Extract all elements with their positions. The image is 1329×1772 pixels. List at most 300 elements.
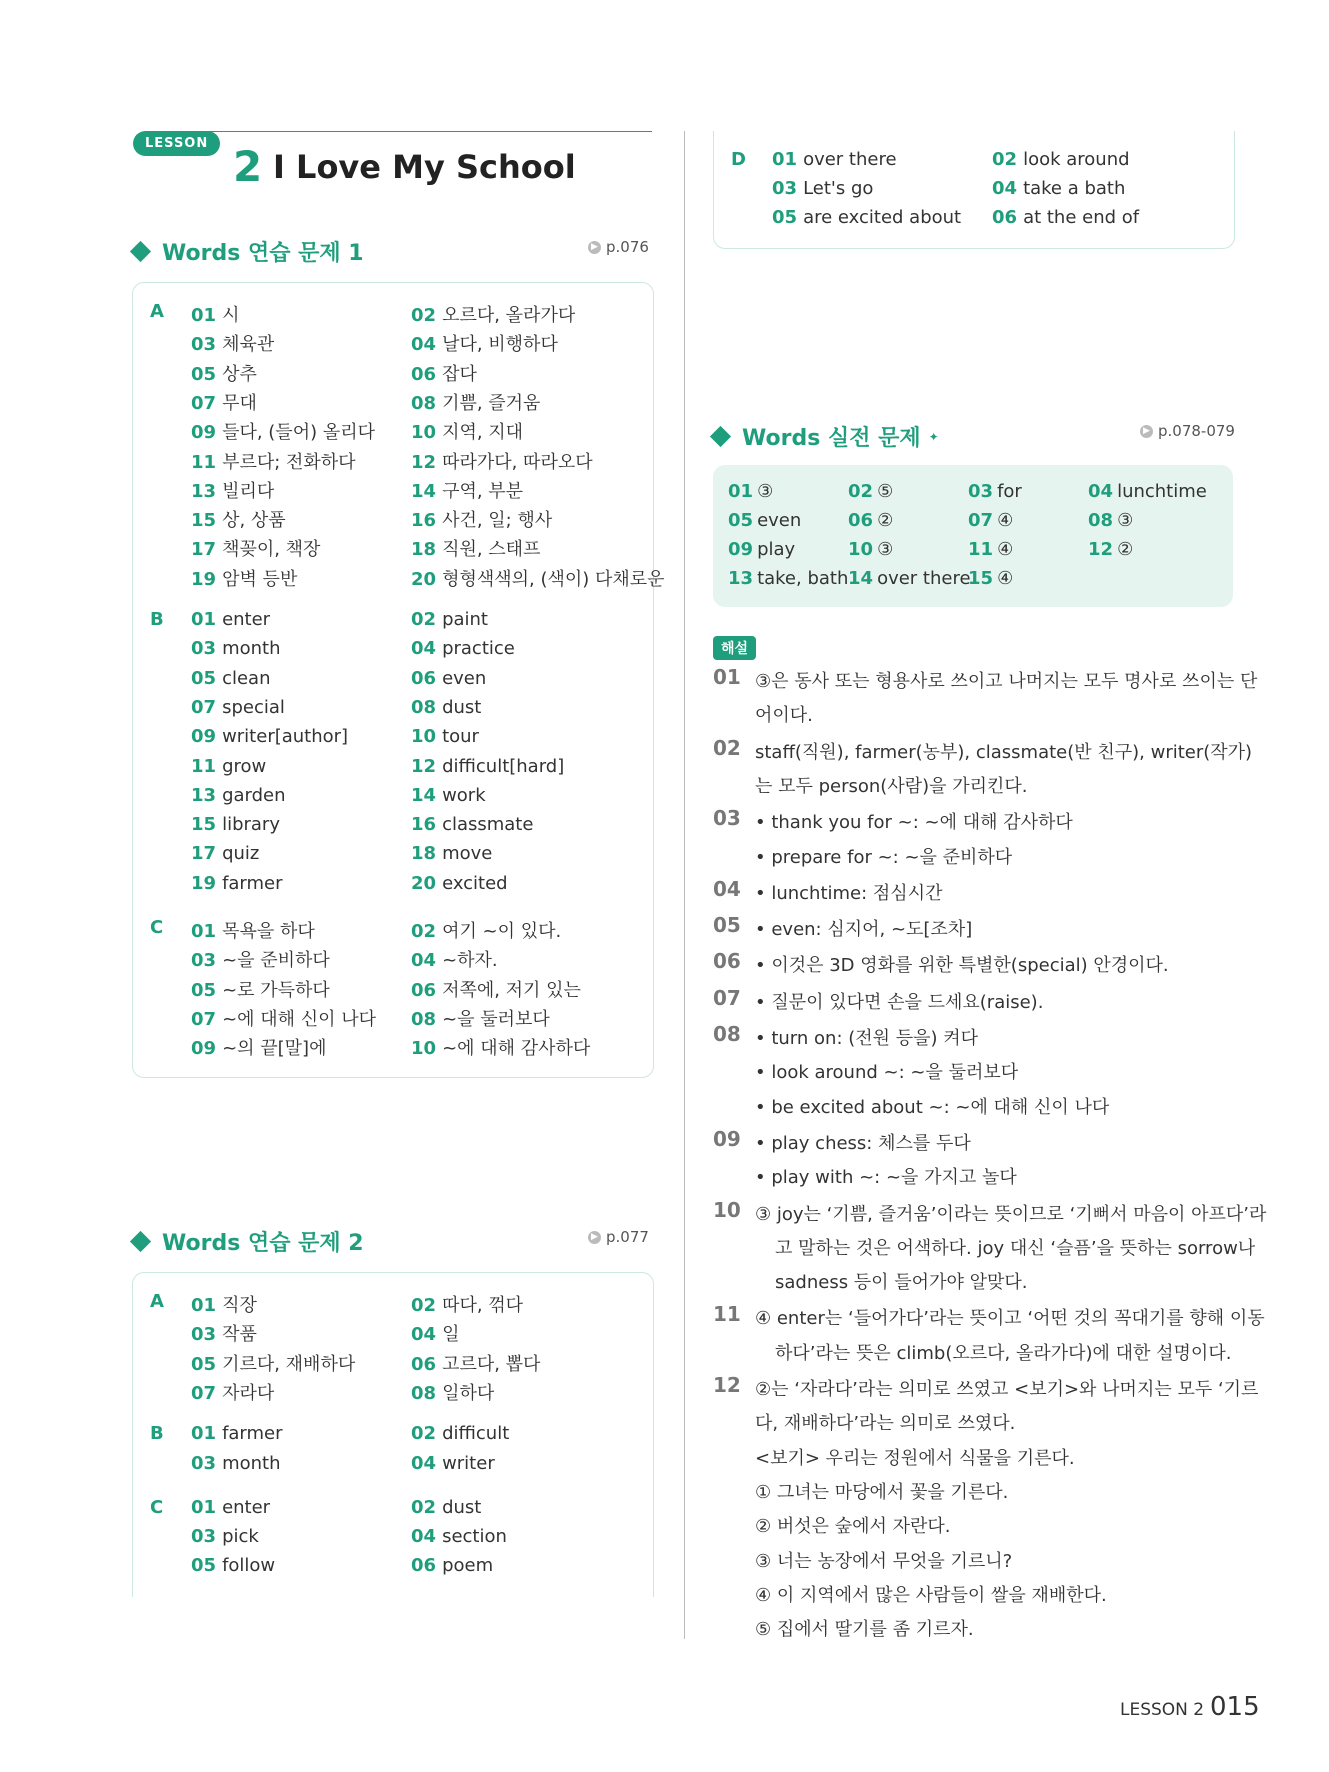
diamond-icon <box>710 426 731 447</box>
item-number: 08 <box>411 1382 437 1404</box>
answer-item <box>411 477 523 503</box>
group-letter: A <box>150 301 164 322</box>
item-number: 08 <box>411 392 437 414</box>
item-number: 14 <box>411 784 437 806</box>
item-text: 일하다 <box>442 1382 495 1404</box>
item-text: take, bath <box>757 568 849 589</box>
answer-item <box>411 756 564 777</box>
answer-item <box>191 360 257 386</box>
item-text: ② <box>877 510 894 531</box>
answer-item <box>191 418 375 444</box>
answer-item <box>411 1526 507 1547</box>
explanation-tag: 해설 <box>713 636 756 660</box>
item-text: 오르다, 올라가다 <box>442 305 576 326</box>
item-text: 빌리다 <box>222 480 275 502</box>
item-text: classmate <box>442 814 534 836</box>
lesson-title: I Love My School <box>273 148 576 186</box>
item-text: 기르다, 재배하다 <box>222 1353 356 1375</box>
explanation-line: staff(직원), farmer(농부), classmate(반 친구), writer(작가) <box>755 741 1253 763</box>
answer-item <box>992 178 1125 199</box>
answer-item <box>411 506 552 532</box>
page-reference: ▶ p.078-079 <box>1140 422 1235 440</box>
item-number: 01 <box>191 921 217 942</box>
item-number: 10 <box>411 726 437 748</box>
item-number: 02 <box>848 481 874 502</box>
item-number: 09 <box>191 422 217 444</box>
item-number: 01 <box>728 481 754 502</box>
answer-item <box>411 1291 523 1317</box>
item-text: 구역, 부분 <box>442 480 524 502</box>
explanation-line: ⑤ 집에서 딸기를 좀 기르자. <box>755 1619 974 1641</box>
answer-item <box>411 1453 495 1474</box>
item-text: 기쁨, 즐거움 <box>442 392 541 414</box>
explanation-line: ③ 너는 농장에서 무엇을 기르니? <box>755 1550 1013 1572</box>
section-heading-words-1 <box>133 236 364 267</box>
item-number: 19 <box>191 872 217 894</box>
item-number: 03 <box>191 638 217 660</box>
item-number: 06 <box>411 667 437 689</box>
item-text: ~에 대해 감사하다 <box>442 1038 591 1060</box>
answer-key-item <box>968 510 1013 531</box>
item-number: 02 <box>411 609 437 630</box>
answer-key-item <box>848 568 971 589</box>
item-number: 04 <box>1088 481 1114 502</box>
item-text: 직원, 스태프 <box>442 539 541 561</box>
answer-item <box>411 1034 590 1060</box>
answer-item <box>191 506 286 532</box>
item-number: 13 <box>191 784 217 806</box>
answer-item <box>411 917 561 943</box>
item-text: ~의 끝[말]에 <box>222 1038 327 1060</box>
answer-item <box>411 697 481 718</box>
group-letter: C <box>150 1496 164 1518</box>
item-text: ~로 가득하다 <box>222 979 330 1001</box>
diamond-icon <box>130 1231 151 1252</box>
arrow-right-icon: ▶ <box>588 1231 601 1244</box>
item-text: ③ <box>757 481 774 502</box>
item-number: 07 <box>968 510 994 531</box>
item-text: ④ <box>997 568 1014 589</box>
section-title: Words 실전 문제 <box>742 426 921 451</box>
explanation-line: ① 그녀는 마당에서 꽃을 기른다. <box>755 1481 1009 1503</box>
item-number: 17 <box>191 843 217 865</box>
item-text: ④ <box>997 510 1014 531</box>
item-text: ② <box>1117 539 1134 560</box>
explanation-line: 고 말하는 것은 어색하다. joy 대신 ‘슬픔’을 뜻하는 sorrow나 <box>775 1237 1256 1259</box>
explanation-line: sadness 등이 들어가야 알맞다. <box>775 1272 1028 1294</box>
answer-item <box>992 149 1130 170</box>
answer-item <box>191 785 286 806</box>
item-number: 08 <box>411 696 437 718</box>
item-number: 03 <box>191 1526 217 1548</box>
item-text: 무대 <box>222 392 257 414</box>
item-text: ~을 준비하다 <box>222 950 330 972</box>
item-text: section <box>442 1526 507 1548</box>
item-text: dust <box>442 1496 482 1518</box>
item-text: even <box>442 667 487 689</box>
answer-item <box>191 1497 270 1518</box>
group-letter: A <box>150 1291 164 1312</box>
item-text: farmer <box>222 1423 283 1445</box>
item-text: ~을 둘러보다 <box>442 1008 550 1030</box>
arrow-right-icon: ▶ <box>1140 425 1153 438</box>
answer-item <box>191 814 280 835</box>
answer-key-item <box>728 568 848 589</box>
item-text: 목욕을 하다 <box>222 921 315 942</box>
explanation-line: • turn on: (전원 등을) 켜다 <box>755 1028 979 1049</box>
footer-lesson-label: LESSON 2 <box>1120 1700 1205 1720</box>
item-text: 책꽂이, 책장 <box>222 539 321 561</box>
item-text: even <box>757 510 802 531</box>
item-text: ③ <box>877 539 894 560</box>
answer-item <box>411 535 540 561</box>
item-text: library <box>222 814 280 836</box>
item-number: 12 <box>411 451 437 473</box>
item-text: writer <box>442 1452 495 1474</box>
answer-key-item <box>1088 539 1133 560</box>
item-number: 02 <box>411 1295 437 1316</box>
item-number: 01 <box>191 1496 217 1518</box>
answer-key-item <box>728 510 801 531</box>
explanation-line: 다, 재배하다’라는 의미로 쓰였다. <box>755 1413 1016 1435</box>
answer-item <box>411 843 492 864</box>
item-number: 01 <box>191 609 217 630</box>
explanation-line: • play chess: 체스를 두다 <box>755 1132 971 1154</box>
item-number: 06 <box>992 207 1018 228</box>
item-text: month <box>222 1452 281 1474</box>
answer-item <box>191 1453 280 1474</box>
item-number: 06 <box>411 1555 437 1577</box>
item-number: 01 <box>772 149 798 170</box>
item-number: 06 <box>848 510 874 531</box>
item-text: ④ <box>997 539 1014 560</box>
group-letter: B <box>150 609 164 630</box>
section-title: Words 연습 문제 2 <box>162 1231 364 1256</box>
item-number: 05 <box>191 667 217 689</box>
answer-item <box>191 1526 259 1547</box>
answer-item <box>191 1379 274 1405</box>
item-number: 05 <box>191 1555 217 1577</box>
answer-item <box>992 207 1139 228</box>
answer-item <box>191 1350 355 1376</box>
item-number: 03 <box>191 1324 217 1346</box>
answer-item <box>191 609 270 630</box>
answer-item <box>411 1555 493 1576</box>
item-number: 05 <box>728 510 754 531</box>
item-number: 04 <box>411 638 437 660</box>
item-number: 09 <box>191 1038 217 1060</box>
item-number: 04 <box>411 1526 437 1548</box>
answer-item <box>411 873 508 894</box>
item-number: 04 <box>411 334 437 356</box>
explanation-number: 08 <box>713 1022 741 1046</box>
item-text: 체육관 <box>222 334 275 356</box>
answer-item <box>191 756 266 777</box>
item-text: farmer <box>222 872 283 894</box>
item-text: 시 <box>222 305 240 326</box>
answer-item <box>191 565 297 591</box>
arrow-right-icon: ▶ <box>588 241 601 254</box>
item-text: 형형색색의, (색이) 다채로운 <box>442 568 665 590</box>
answer-item <box>411 1379 494 1405</box>
answer-key-box <box>713 465 1233 607</box>
item-text: clean <box>222 667 271 689</box>
item-text: 상추 <box>222 363 257 385</box>
item-text: are excited about <box>803 207 962 228</box>
answer-item <box>191 917 315 943</box>
item-number: 04 <box>411 1452 437 1474</box>
answer-item <box>191 873 283 894</box>
explanation-line: <보기> 우리는 정원에서 식물을 기른다. <box>755 1447 1075 1469</box>
item-text: take a bath <box>1023 178 1126 199</box>
explanation-number: 03 <box>713 806 741 831</box>
page-reference: ▶ p.077 <box>588 1228 649 1246</box>
answer-item <box>191 389 257 415</box>
item-number: 14 <box>411 480 437 502</box>
item-text: 따다, 꺾다 <box>442 1295 524 1316</box>
item-text: 고르다, 뽑다 <box>442 1353 541 1375</box>
item-number: 16 <box>411 510 437 532</box>
item-number: 03 <box>191 950 217 972</box>
explanation-line: • lunchtime: 점심시간 <box>755 882 943 904</box>
answer-key-item <box>968 568 1013 589</box>
item-number: 04 <box>411 1324 437 1346</box>
item-text: pick <box>222 1526 259 1548</box>
answer-key-item <box>968 539 1013 560</box>
item-text: 따라가다, 따라오다 <box>442 451 593 473</box>
item-text: dust <box>442 696 482 718</box>
lesson-number: 2 <box>233 142 263 191</box>
answer-item <box>411 668 486 689</box>
item-number: 01 <box>191 305 217 326</box>
section-heading-words-practice <box>713 421 939 452</box>
explanation-line: • 이것은 3D 영화를 위한 특별한(special) 안경이다. <box>755 955 1169 977</box>
item-number: 10 <box>848 539 874 560</box>
item-number: 06 <box>411 1353 437 1375</box>
item-number: 11 <box>968 539 994 560</box>
item-number: 18 <box>411 843 437 865</box>
answer-item <box>772 207 961 228</box>
explanation-line: 하다’라는 뜻은 climb(오르다, 올라가다)에 대한 설명이다. <box>775 1342 1232 1364</box>
explanation-line: ②는 ‘자라다’라는 의미로 쓰였고 <보기>와 나머지는 모두 ‘기르 <box>755 1379 1259 1400</box>
answer-item <box>411 726 479 747</box>
explanation-line: • prepare for ~: ~을 준비하다 <box>755 846 1013 868</box>
item-number: 07 <box>191 1382 217 1404</box>
item-number: 02 <box>411 921 437 942</box>
answer-key-item <box>728 539 795 560</box>
item-number: 20 <box>411 568 437 590</box>
explanation-line: 어이다. <box>755 705 813 727</box>
lesson-badge: LESSON <box>133 131 220 156</box>
answer-item <box>411 814 533 835</box>
item-number: 09 <box>191 726 217 748</box>
item-text: quiz <box>222 843 260 865</box>
item-number: 13 <box>728 568 754 589</box>
answer-item <box>191 1555 275 1576</box>
item-text: follow <box>222 1555 276 1577</box>
item-number: 14 <box>848 568 874 589</box>
item-number: 01 <box>191 1423 217 1445</box>
page-reference: ▶ p.076 <box>588 238 649 256</box>
item-number: 12 <box>411 755 437 777</box>
answer-item <box>411 330 558 356</box>
item-text: grow <box>222 755 267 777</box>
sparkle-icon: ✦ <box>928 429 939 444</box>
item-number: 15 <box>191 510 217 532</box>
item-number: 01 <box>191 1295 217 1316</box>
answer-item <box>411 389 540 415</box>
explanation-line: ④ 이 지역에서 많은 사람들이 쌀을 재배한다. <box>755 1584 1107 1606</box>
item-text: paint <box>442 609 488 630</box>
item-text: difficult <box>442 1423 510 1445</box>
answer-item <box>411 301 575 327</box>
item-number: 13 <box>191 480 217 502</box>
answer-item <box>411 946 498 972</box>
answer-item <box>411 448 593 474</box>
item-text: 자라다 <box>222 1382 275 1404</box>
item-text: over there <box>877 568 971 589</box>
answer-item <box>411 1320 459 1346</box>
item-number: 11 <box>191 451 217 473</box>
item-text: garden <box>222 784 286 806</box>
page-number: 015 <box>1210 1692 1260 1722</box>
explanation-number: 06 <box>713 949 741 974</box>
item-text: ⑤ <box>877 481 894 502</box>
explanation-number: 05 <box>713 913 741 938</box>
answer-item <box>191 535 320 561</box>
item-text: 암벽 등반 <box>222 568 298 590</box>
answer-item <box>411 1423 509 1444</box>
item-number: 04 <box>992 178 1018 199</box>
explanation-line: • thank you for ~: ~에 대해 감사하다 <box>755 812 1073 834</box>
item-text: enter <box>222 1496 271 1518</box>
explanation-number: 01 <box>713 665 741 689</box>
item-text: excited <box>442 872 508 894</box>
item-number: 12 <box>1088 539 1114 560</box>
item-number: 04 <box>411 950 437 972</box>
item-number: 05 <box>191 363 217 385</box>
item-text: work <box>442 784 486 806</box>
item-number: 02 <box>992 149 1018 170</box>
item-text: at the end of <box>1023 207 1140 228</box>
item-number: 03 <box>772 178 798 199</box>
item-number: 17 <box>191 539 217 561</box>
answer-item <box>411 565 665 591</box>
answer-item <box>411 638 515 659</box>
item-text: move <box>442 843 493 865</box>
item-text: 사건, 일; 행사 <box>442 510 553 532</box>
item-text: enter <box>222 609 271 630</box>
item-number: 05 <box>772 207 798 228</box>
answer-key-item <box>848 539 893 560</box>
answer-item <box>411 1005 550 1031</box>
item-text: ~에 대해 신이 나다 <box>222 1008 377 1030</box>
explanation-line: ④ enter는 ‘들어가다’라는 뜻이고 ‘어떤 것의 꼭대기를 향해 이동 <box>755 1308 1265 1330</box>
group-letter: C <box>150 917 164 938</box>
answer-item <box>191 1034 326 1060</box>
item-text: Let's go <box>803 178 874 199</box>
item-text: ③ <box>1117 510 1134 531</box>
answer-key-item <box>848 481 893 502</box>
explanation-line: • even: 심지어, ~도[조차] <box>755 919 973 941</box>
explanation-number: 07 <box>713 985 741 1010</box>
explanation-number: 11 <box>713 1302 741 1327</box>
item-text: 지역, 지대 <box>442 422 524 444</box>
item-text: practice <box>442 638 515 660</box>
answer-key-item <box>848 510 893 531</box>
item-text: 일 <box>442 1324 460 1346</box>
answer-key-item <box>968 481 1022 502</box>
answer-item <box>191 697 285 718</box>
item-number: 10 <box>411 422 437 444</box>
item-number: 15 <box>191 814 217 836</box>
title-rule <box>200 131 652 132</box>
item-text: special <box>222 696 285 718</box>
answer-item <box>411 976 581 1002</box>
item-number: 03 <box>191 1452 217 1474</box>
section-title: Words 연습 문제 1 <box>162 241 364 266</box>
item-number: 02 <box>411 1423 437 1445</box>
item-number: 03 <box>191 334 217 356</box>
explanation-number: 12 <box>713 1373 741 1397</box>
item-number: 02 <box>411 1496 437 1518</box>
item-text: for <box>997 481 1022 502</box>
item-number: 05 <box>191 1353 217 1375</box>
item-number: 05 <box>191 979 217 1001</box>
item-text: 여기 ~이 있다. <box>442 921 562 942</box>
group-letter: D <box>731 149 746 170</box>
explanation-line: • 질문이 있다면 손을 드세요(raise). <box>755 991 1044 1013</box>
explanation-line: ③은 동사 또는 형용사로 쓰이고 나머지는 모두 명사로 쓰이는 단 <box>755 671 1258 692</box>
answer-item <box>191 448 356 474</box>
explanation-number: 04 <box>713 876 741 901</box>
item-text: difficult[hard] <box>442 755 565 777</box>
item-text: 상, 상품 <box>222 510 286 532</box>
answer-item <box>772 178 873 199</box>
answer-item <box>191 1291 257 1317</box>
item-number: 08 <box>1088 510 1114 531</box>
item-number: 06 <box>411 979 437 1001</box>
item-number: 18 <box>411 539 437 561</box>
explanation-line: ③ joy는 ‘기쁨, 즐거움’이라는 뜻이므로 ‘기뻐서 마음이 아프다’라 <box>755 1203 1267 1225</box>
explanation-line: • look around ~: ~을 둘러보다 <box>755 1062 1019 1084</box>
explanation-line: 는 모두 person(사람)을 가리킨다. <box>755 775 1028 797</box>
item-number: 03 <box>968 481 994 502</box>
answer-item <box>191 638 280 659</box>
answer-key-item <box>728 481 773 502</box>
section-heading-words-2 <box>133 1226 364 1257</box>
explanation-number: 10 <box>713 1197 741 1222</box>
answer-item <box>191 330 274 356</box>
item-number: 16 <box>411 814 437 836</box>
explanation-number: 02 <box>713 735 741 760</box>
group-letter: B <box>150 1423 164 1445</box>
answer-item <box>191 1320 257 1346</box>
answer-item <box>411 785 486 806</box>
answer-item <box>191 976 330 1002</box>
item-number: 08 <box>411 1008 437 1030</box>
item-number: 11 <box>191 755 217 777</box>
item-text: ~하자. <box>442 950 498 972</box>
item-text: play <box>757 539 796 560</box>
answer-item <box>411 418 523 444</box>
item-text: 날다, 비행하다 <box>442 334 558 356</box>
item-text: 들다, (들어) 올리다 <box>222 422 375 444</box>
explanation-line: • be excited about ~: ~에 대해 신이 나다 <box>755 1096 1110 1118</box>
item-number: 06 <box>411 363 437 385</box>
item-text: 저쪽에, 저기 있는 <box>442 979 581 1001</box>
item-text: poem <box>442 1555 494 1577</box>
